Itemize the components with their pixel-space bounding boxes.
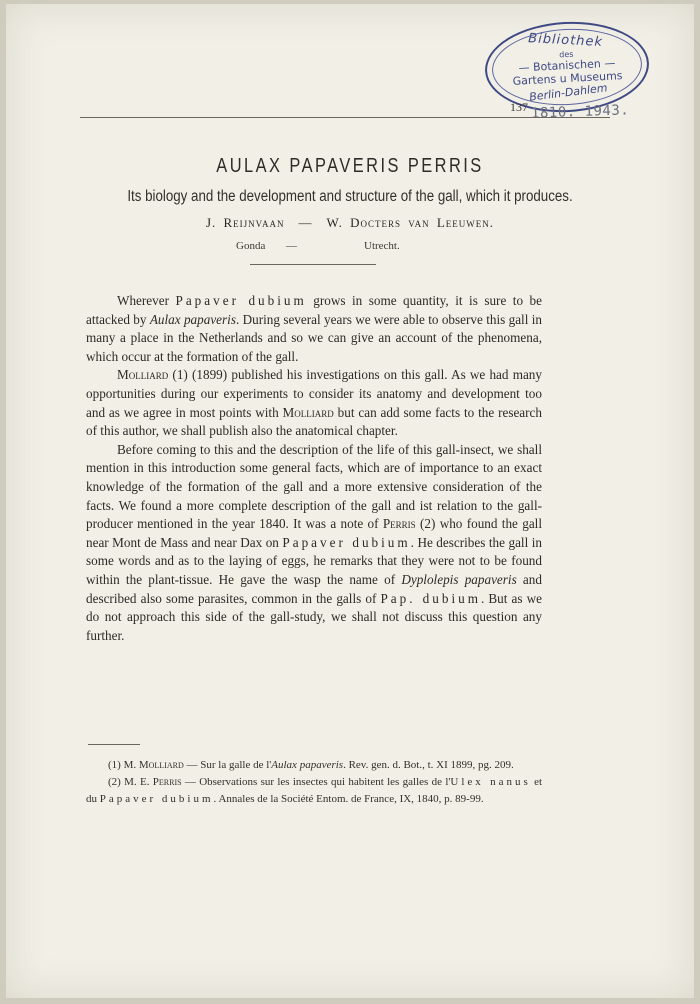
author-ref: Molliard [138, 759, 184, 771]
footnote [86, 774, 542, 808]
author-affiliation: Utrecht. [364, 240, 400, 252]
text-run: (2) M. E. [108, 775, 153, 788]
title-rule [250, 264, 376, 265]
author-separator: — [298, 215, 313, 230]
species-name: Aulax papaveris [271, 759, 344, 771]
stamp-line: Berlin-Dahlem [528, 81, 609, 104]
paper-subtitle: Its biology and the development and structure of the gall, which it produces. [127, 188, 573, 205]
handwritten-note: 1810. 1943. [530, 102, 630, 122]
text-run: . He describes the gall in some words and as to the laying of eggs, he remarks that they were not to be found within the plant-tissue. He gave the wasp the name of [86, 534, 542, 587]
text-run: and described also some parasites, common in the galls of [86, 571, 542, 606]
text-run: (1) M. [108, 759, 139, 771]
author-ref: Molliard [282, 404, 334, 420]
species-name: Aulax papaveris [149, 311, 236, 327]
stamp-line: — Botanischen — [518, 56, 616, 75]
species-name: Ulex nanus [450, 775, 531, 788]
text-run: . But as we do not approach this side of the gall-study, we shall not discuss this question any further. [86, 590, 543, 643]
paragraph [86, 441, 542, 646]
body-text [86, 292, 542, 645]
author-name: J. Reijnvaan [205, 215, 285, 230]
text-run: grows in some quantity, it is sure to be attacked by [86, 293, 542, 327]
text-run: Wherever [117, 293, 176, 308]
author-ref: Molliard [117, 367, 169, 383]
paragraph [86, 366, 542, 440]
paragraph [86, 292, 542, 366]
stamp-line: Bibliothek [527, 31, 604, 50]
affiliation-separator: — [286, 240, 297, 252]
paper-title: AULAX PAPAVERIS PERRIS [216, 155, 484, 177]
author-affiliation: Gonda [236, 240, 266, 252]
stamp-line: des [559, 49, 574, 60]
author-ref: Perris [152, 775, 182, 788]
text-run: . Annales de la Société Entom. de France, IX, 1840, p. 89-99. [213, 792, 484, 805]
stamp-line: Gartens u Museums [512, 69, 623, 88]
footnote [86, 757, 542, 774]
text-run: et du [86, 775, 543, 805]
author-name: W. Docters van Leeuwen. [326, 215, 495, 230]
species-name: Papaver dubium [175, 293, 307, 308]
author-line [0, 215, 700, 231]
text-run: — Observations sur les insectes qui habitent les galles de l' [181, 775, 451, 788]
text-run: . Rev. gen. d. Bot., t. XI 1899, pg. 209. [343, 759, 514, 771]
text-run: . During several years we were able to observe this gall in many a place in the Netherlands and so we can give an account of the phenomena, which occur at the formation of the gall. [86, 311, 542, 364]
text-run: Before coming to this and the description of the life of this gall-insect, we shall mention in this introduction some general facts, which are of importance to an exact knowledge of the formation of the gall and a more extensive consideration of the facts. We found a more complete description of the gall and ist relation to the gall-producer mentioned in the year 1840. It was a note of [86, 441, 542, 532]
author-ref: Perris [382, 516, 416, 532]
text-run: — Sur la galle de l' [183, 759, 272, 771]
footnotes [86, 757, 542, 807]
page-number: 137 [510, 100, 528, 114]
species-name: Papaver dubium [282, 534, 411, 550]
text-run: (2) who found the gall near Mont de Mass and near Dax on [86, 516, 542, 550]
header-rule [80, 117, 610, 118]
species-name: Pap. dubium [380, 590, 481, 606]
text-run: but can add some facts to the research of this author, we shall publish also the anatomical chapter. [86, 404, 542, 439]
text-run: (1) (1899) published his investigations on this gall. As we had many opportunities during our experiments to consider its anatomy and development too and as we agree in most points with [86, 367, 542, 420]
footnote-rule [88, 744, 140, 745]
species-name: Papaver dubium [99, 792, 214, 805]
species-name: Dyplolepis papaveris [401, 571, 517, 587]
